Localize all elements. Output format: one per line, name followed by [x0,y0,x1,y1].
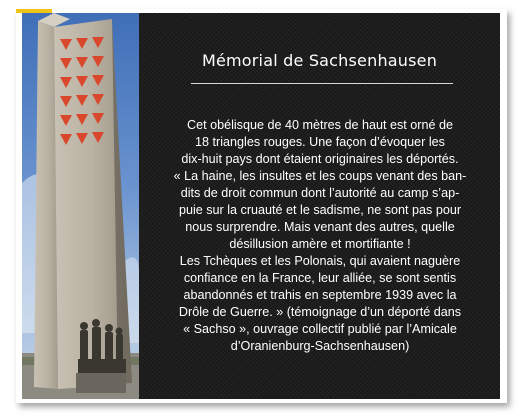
body-paragraph-1: Cet obélisque de 40 mètres de haut est orné de 18 triangles rouges. Une façon d’évoquer les dix-huit pays dont étaient originaires les déportés. « La haine, les insultes et les coups venant des ban- dits de droit commun dont l’autorité au camp s’ap- puie sur la cruauté et le sadisme, ne sont pas pour nous surprendre. Mais venant des autres, quelle désillusion amère et mortifiante ! [173,118,467,251]
obelisk-edge [34,21,58,389]
statue-plinth [76,373,126,393]
text-panel [139,13,500,399]
title-divider [191,83,453,84]
obelisk-photo [22,13,139,399]
obelisk-illustration [22,13,139,399]
body-text [153,117,487,355]
body-paragraph-2: Les Tchèques et les Polonais, qui avaient naguère confiance en la France, leur alliée, se sont sentis abandonnés et trahis en septembre 1939 avec la Drôle de Guerre. » (témoignage d’un déporté dans « Sachso », ouvrage collectif publié par l’Amicale d’Oranienburg-Sachsenhausen) [178,254,462,353]
page-title: Mémorial de Sachsenhausen [201,51,438,70]
